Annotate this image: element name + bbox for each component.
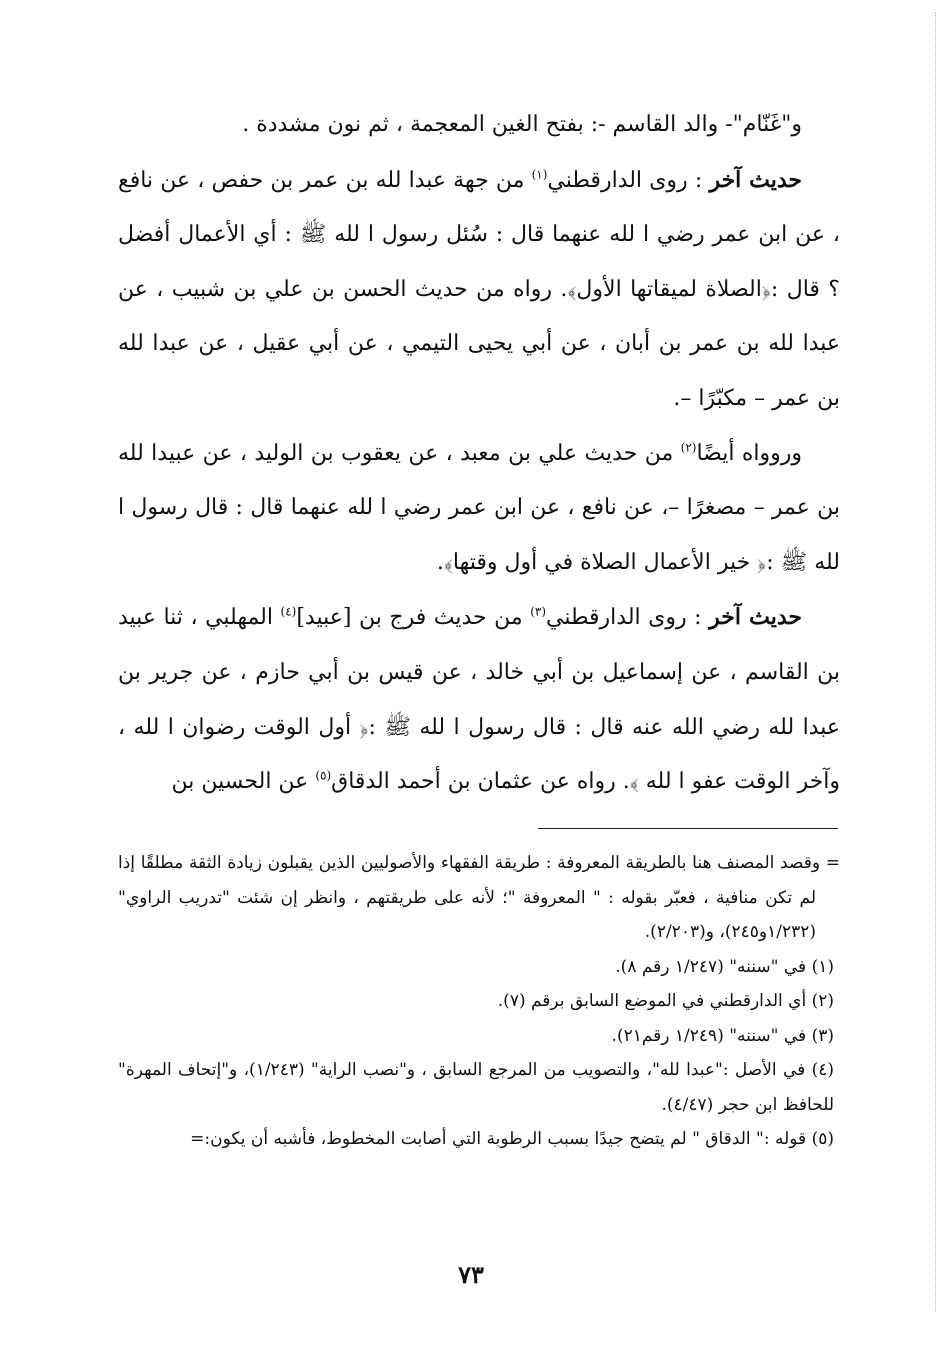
footnote-divider [538,828,838,829]
footnote-1: (١) في "سننه" (١/٢٤٧ رقم ٨). [615,956,834,977]
footnote-2: (٢) أي الدارقطني في الموضع السابق برقم (٧). [497,991,834,1011]
footnotes [118,846,840,1157]
main-text [118,98,840,810]
paragraph-1: و"غَنّام"- والد القاسم -: بفتح الغين المعجمة ، ثم نون مشددة . [242,112,802,137]
paragraph-hadith-1-variant: وروواه أيضًا$^{(٢)}$ من حديث علي بن معبد ، عن يعقوب بن الوليد ، عن عبيدا لله بن عمر – مصغرًا –، عن نافع ، عن ابن عمر رضي ا لله عنهما قال : قال رسول ا لله ﷺ :﴿ خير الأعمال الصلاة في أول وقتها﴾. [118,440,840,575]
footnote-ref-3: (٣) [530,605,547,620]
paragraph-hadith-1: حديث آخر : روى الدارقطني$^{(١)}$ من جهة عبدا لله بن عمر بن حفص ، عن نافع ، عن ابن عمر رضي ا لله عنهما قال : سُئل رسول ا لله ﷺ : أي الأعمال أفضل ؟ قال :﴿الصلاة لميقاتها الأول﴾. رواه من حديث الحسن بن علي بن شبيب ، عن عبدا لله بن عمر بن أبان ، عن أبي يحيى التيمي ، عن أبي عقيل ، عن عبدا لله بن عمر – مكبّرًا –. [118,166,840,411]
footnote-ref-2: (٢) [680,440,697,455]
page-number: ٧٣ [458,1260,484,1289]
scan-edge-mark [934,12,936,1312]
footnote-3: (٣) في "سننه" (١/٢٤٩ رقم٢١). [611,1025,834,1046]
footnote-continuation: = وقصد المصنف هنا بالطريقة المعروفة : طريقة الفقهاء والأصوليين الذين يقبلون زيادة الثقة مطلقًا إذا لم تكن منافية ، فعبّر بقوله : " المعروفة "؛ لأنه على طريقتهم ، وانظر إن شئت "تدريب الراوي" (١/٢٣٢و٢٤٥)، و(٢/٢٠٣). [118,853,840,942]
footnote-ref-1: (١) [531,167,548,182]
paragraph-hadith-2: حديث آخر : روى الدارقطني$^{(٣)}$ من حديث فرج بن [عبيد]$^{(٤)}$ المهلبي ، ثنا عبيد بن القاسم ، عن إسماعيل بن أبي خالد ، عن قيس بن أبي حازم ، عن جرير بن عبدا لله رضي الله عنه قال : قال رسول ا لله ﷺ :﴿ أول الوقت رضوان ا لله ، وآخر الوقت عفو ا لله ﴾. رواه عن عثمان بن أحمد الدقاق$^{(٥)}$ عن الحسين بن [118,604,840,795]
hadith-label: حديث آخر [709,166,802,193]
footnote-ref-5: (٥) [315,768,332,783]
hadith-label: حديث آخر [709,604,802,631]
footnote-5: (٥) قوله :" الدقاق " لم يتضح جيدًا بسبب الرطوبة التي أصابت المخطوط، فأشبه أن يكون:= [190,1129,834,1149]
footnote-4: (٤) في الأصل :"عبدا لله"، والتصويب من المرجع السابق ، و"نصب الراية" (١/٢٤٣)، و"إتحاف المهرة" للحافظ ابن حجر (٤/٤٧). [118,1060,835,1115]
footnote-ref-4: (٤) [280,605,297,620]
